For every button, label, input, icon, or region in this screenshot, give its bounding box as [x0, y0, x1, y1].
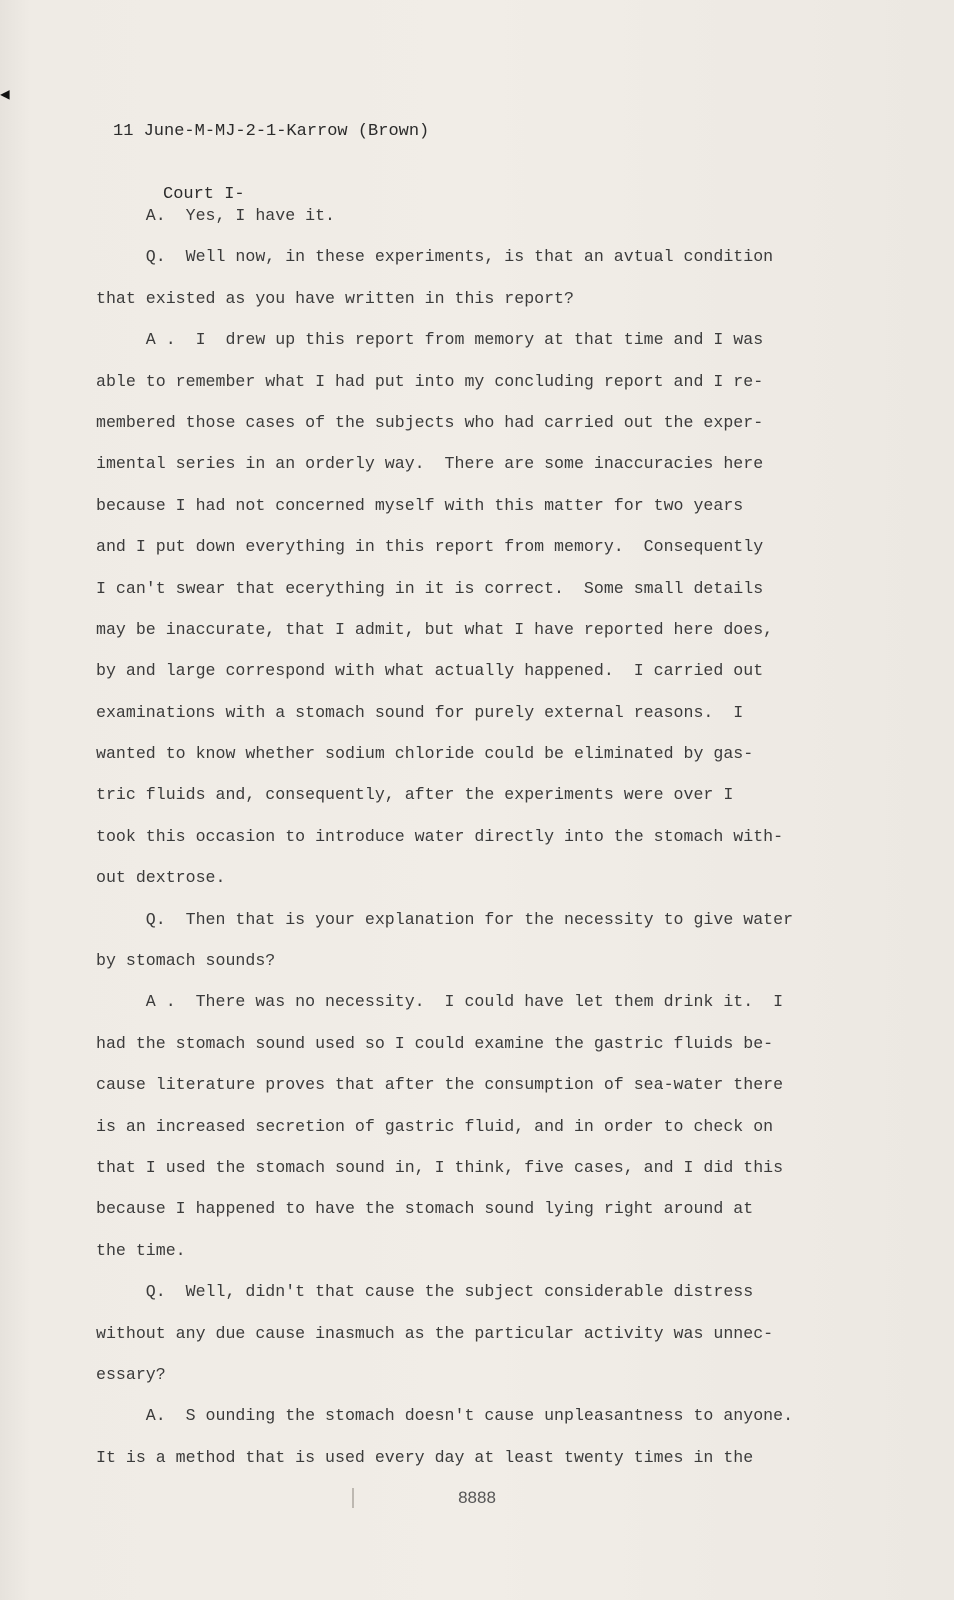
header-line-2: Court I- — [163, 185, 245, 204]
transcript-line: because I happened to have the stomach sound lying right around at — [96, 1199, 754, 1219]
transcript-line: and I put down everything in this report from memory. Consequently — [96, 537, 764, 557]
transcript-line: because I had not concerned myself with this matter for two years — [96, 495, 744, 515]
transcript-line: I can't swear that ecerything in it is correct. Some small details — [96, 578, 764, 598]
transcript-line: A . There was no necessity. I could have let them drink it. I — [96, 992, 784, 1012]
transcript-line: by and large correspond with what actually happened. I carried out — [96, 661, 764, 681]
transcript-line: able to remember what I had put into my concluding report and I re- — [96, 371, 764, 391]
transcript-line: membered those cases of the subjects who had carried out the exper- — [96, 412, 764, 432]
transcript-line: the time. — [96, 1240, 186, 1260]
transcript-line: had the stomach sound used so I could examine the gastric fluids be- — [96, 1033, 774, 1053]
transcript-line: A . I drew up this report from memory at that time and I was — [96, 330, 764, 350]
transcript-line: essary? — [96, 1364, 166, 1384]
transcript-line: A. S ounding the stomach doesn't cause unpleasantness to anyone. — [96, 1406, 794, 1426]
transcript-line: examinations with a stomach sound for purely external reasons. I — [96, 702, 744, 722]
binding-mark-icon: ◀ — [0, 86, 10, 104]
transcript-line: that existed as you have written in this report? — [96, 288, 574, 308]
transcript-line: It is a method that is used every day at least twenty times in the — [96, 1447, 754, 1467]
transcript-line: may be inaccurate, that I admit, but what I have reported here does, — [96, 619, 774, 639]
transcript-line: A. Yes, I have it. — [96, 206, 335, 225]
transcript-line: without any due cause inasmuch as the particular activity was unnec- — [96, 1323, 774, 1343]
transcript-line: is an increased secretion of gastric fluid, and in order to check on — [96, 1116, 774, 1136]
transcript-line: cause literature proves that after the consumption of sea-water there — [96, 1075, 784, 1095]
transcript-line: by stomach sounds? — [96, 951, 276, 971]
transcript-line: took this occasion to introduce water directly into the stomach with- — [96, 826, 784, 846]
transcript-line: Q. Well, didn't that cause the subject considerable distress — [96, 1282, 754, 1302]
transcript-line: wanted to know whether sodium chloride could be eliminated by gas- — [96, 744, 754, 764]
transcript-body — [96, 202, 816, 1485]
transcript-line: out dextrose. — [96, 868, 226, 888]
transcript-line: Q. Then that is your explanation for the necessity to give water — [96, 909, 794, 929]
transcript-line: imental series in an orderly way. There are some inaccuracies here — [96, 454, 764, 474]
page-number: 8888 — [458, 1488, 496, 1507]
header-line-1: 11 June-M-MJ-2-1-Karrow (Brown) — [113, 122, 430, 141]
transcript-line: Q. Well now, in these experiments, is that an avtual condition — [96, 247, 774, 267]
transcript-line: that I used the stomach sound in, I think, five cases, and I did this — [96, 1157, 784, 1177]
transcript-line: tric fluids and, consequently, after the experiments were over I — [96, 785, 734, 805]
